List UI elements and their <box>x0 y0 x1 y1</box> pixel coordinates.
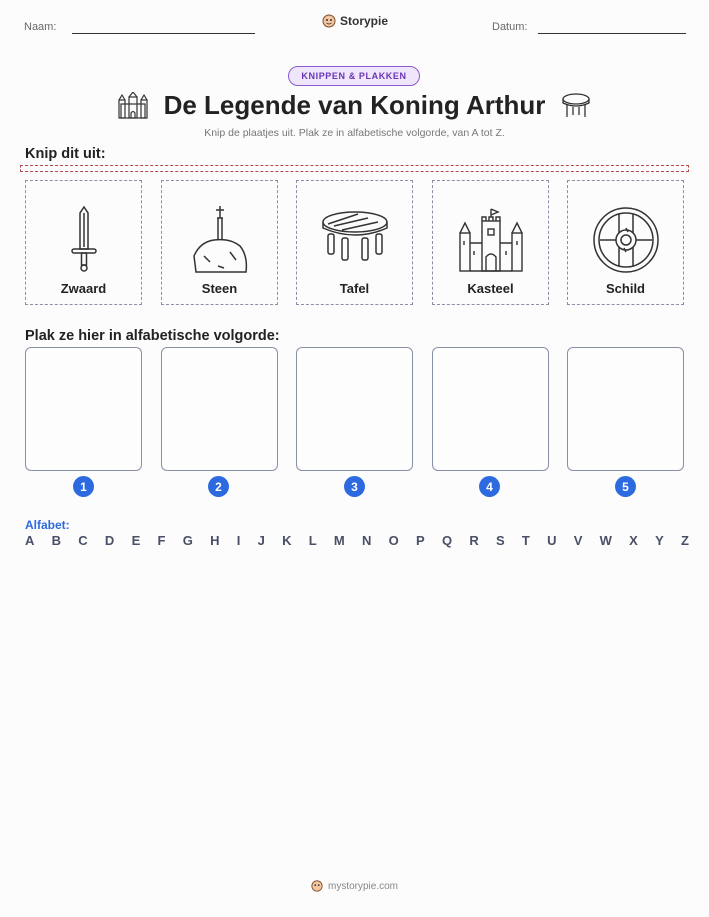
alphabet-letter: D <box>104 533 115 548</box>
slot-number-2: 2 <box>208 476 229 497</box>
alphabet-letter: Z <box>681 533 689 548</box>
alphabet-letter: F <box>157 533 166 548</box>
alphabet-letter: I <box>236 533 241 548</box>
activity-badge: KNIPPEN & PLAKKEN <box>288 66 420 86</box>
cut-card-1[interactable] <box>25 180 142 305</box>
alphabet-letter: U <box>547 533 557 548</box>
alphabet-letter: G <box>182 533 193 548</box>
alphabet-letter: E <box>131 533 141 548</box>
sword-in-stone-icon <box>190 204 250 276</box>
date-line[interactable] <box>538 33 686 34</box>
alphabet-letter: S <box>495 533 505 548</box>
cut-heading: Knip dit uit: <box>25 146 106 162</box>
cut-card-2[interactable] <box>161 180 278 305</box>
name-label: Naam: <box>24 21 57 33</box>
alphabet-letter: W <box>599 533 612 548</box>
card-label: Kasteel <box>467 281 514 296</box>
cut-card-3[interactable] <box>296 180 413 305</box>
slot-number-1: 1 <box>73 476 94 497</box>
card-label: Steen <box>201 281 238 296</box>
alphabet-letter: Q <box>441 533 453 548</box>
instructions: Knip de plaatjes uit. Plak ze in alfabetische volgorde, van A tot Z. <box>204 127 505 139</box>
storypie-mascot-icon <box>322 14 336 28</box>
alphabet-letter: C <box>78 533 88 548</box>
brand-logo <box>322 14 388 28</box>
shield-icon <box>591 205 661 275</box>
paste-slot-1[interactable] <box>25 347 142 471</box>
page-title: De Legende van Koning Arthur <box>163 90 546 120</box>
alphabet-heading: Alfabet: <box>25 518 70 532</box>
alphabet-letter: K <box>282 533 292 548</box>
paste-slot-3[interactable] <box>296 347 413 471</box>
cut-card-5[interactable] <box>567 180 684 305</box>
round-table-icon <box>320 210 390 270</box>
alphabet-letter: N <box>362 533 372 548</box>
alphabet-letter: M <box>333 533 345 548</box>
alphabet-letter: L <box>308 533 317 548</box>
alphabet-letter: O <box>388 533 399 548</box>
castle-icon <box>456 207 526 273</box>
alphabet-letter: R <box>469 533 479 548</box>
round-table-icon <box>561 93 591 119</box>
date-label: Datum: <box>492 21 528 33</box>
slot-number-4: 4 <box>479 476 500 497</box>
footer-link[interactable]: mystorypie.com <box>327 880 398 892</box>
alphabet-letter: V <box>573 533 583 548</box>
paste-heading: Plak ze hier in alfabetische volgorde: <box>25 328 280 344</box>
alphabet-letter: P <box>416 533 425 548</box>
castle-icon <box>118 92 148 120</box>
sword-icon <box>64 205 104 275</box>
alphabet-letter: X <box>629 533 638 548</box>
alphabet-letter: J <box>257 533 265 548</box>
alphabet-letter: T <box>521 533 530 548</box>
alphabet-letter: H <box>210 533 220 548</box>
card-label: Tafel <box>339 281 370 296</box>
slot-number-3: 3 <box>344 476 365 497</box>
paste-slot-2[interactable] <box>161 347 278 471</box>
alphabet-letter: A <box>25 533 35 548</box>
alphabet-row <box>25 533 689 548</box>
paste-slot-4[interactable] <box>432 347 549 471</box>
slot-number-5: 5 <box>615 476 636 497</box>
brand-name: Storypie <box>340 14 389 28</box>
paste-slot-5[interactable] <box>567 347 684 471</box>
alphabet-letter: Y <box>655 533 664 548</box>
name-line[interactable] <box>72 33 255 34</box>
alphabet-letter: B <box>51 533 62 548</box>
cut-card-4[interactable] <box>432 180 549 305</box>
storypie-mascot-icon <box>311 880 323 892</box>
footer <box>0 880 709 892</box>
page-title-row <box>0 90 709 121</box>
card-label: Schild <box>605 281 645 296</box>
cut-line <box>20 165 689 172</box>
card-label: Zwaard <box>60 281 107 296</box>
